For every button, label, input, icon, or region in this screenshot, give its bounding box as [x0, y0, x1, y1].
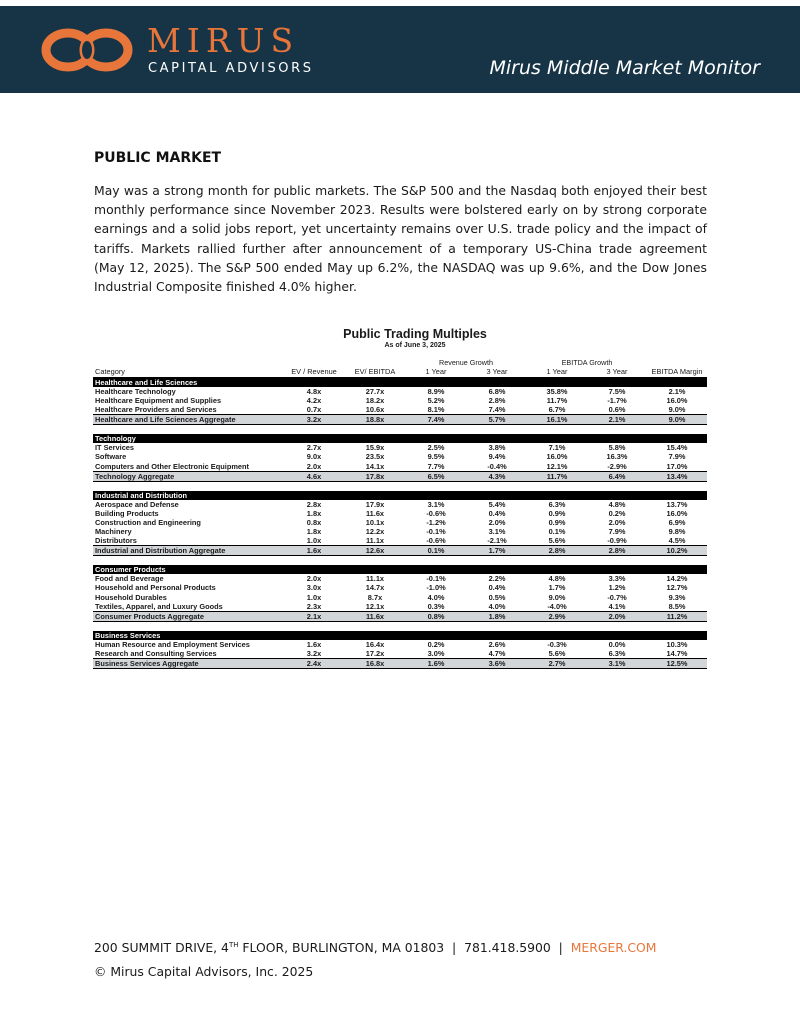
table-cell: 2.2% [488, 574, 506, 584]
table-body [93, 358, 707, 669]
table-cell: 3.3% [608, 574, 626, 584]
column-header: EBITDA Margin [647, 367, 707, 378]
table-row [93, 396, 707, 405]
address-text: 200 SUMMIT DRIVE, 4 [94, 940, 229, 955]
table-cell: 6.8% [488, 387, 506, 396]
table-cell: 2.0% [587, 611, 647, 621]
table-cell: 4.1% [608, 601, 626, 611]
table-cell: 2.1% [668, 387, 686, 396]
table-cell: 4.5% [668, 536, 686, 546]
table-cell: 9.0x [306, 452, 322, 462]
website-link[interactable]: MERGER.COM [570, 940, 657, 955]
sector-name: Healthcare and Life Sciences [93, 378, 707, 388]
table-cell: 6.5% [405, 471, 467, 481]
table-cell: 8.9% [427, 387, 445, 396]
table-cell: 2.6% [488, 639, 506, 649]
table-cell: 2.8x [306, 499, 322, 509]
table-cell: 7.9% [668, 452, 686, 462]
table-cell: 2.7x [306, 443, 322, 453]
aggregate-row [93, 611, 707, 621]
row-label: Healthcare Technology [95, 387, 176, 396]
table-cell: 0.3% [427, 601, 445, 611]
table-cell: -0.1% [426, 574, 446, 584]
table-cell: 2.8% [587, 546, 647, 556]
table-cell: 17.9x [365, 499, 385, 509]
table-cell: 10.6x [365, 405, 385, 415]
table-cell: 9.0% [668, 405, 686, 415]
table-cell: 9.3% [668, 592, 686, 602]
table-cell: 16.3% [606, 452, 628, 462]
table-cell: 2.0x [306, 574, 322, 584]
table-cell: 9.4% [488, 452, 506, 462]
table-cell: -1.7% [607, 396, 627, 406]
row-label: Healthcare Equipment and Supplies [95, 396, 222, 406]
spacer-row [93, 425, 707, 435]
aggregate-row [93, 658, 707, 668]
table-cell: 1.8x [306, 527, 322, 537]
table-cell: 9.0% [548, 592, 566, 602]
table-cell: 27.7x [365, 387, 385, 396]
table-cell: 5.6% [548, 648, 566, 658]
table-cell: 1.6% [405, 658, 467, 668]
address-text-rest: FLOOR, BURLINGTON, MA 01803 | 781.418.5900 | [238, 940, 571, 955]
table-cell: 7.4% [405, 415, 467, 425]
table-cell: 11.1x [365, 536, 385, 546]
table-cell: 6.9% [668, 517, 686, 527]
table-row [93, 518, 707, 527]
footer-address [94, 940, 657, 955]
table-cell: 0.1% [548, 527, 566, 537]
table-cell: 18.8x [345, 415, 405, 425]
table-cell: 0.4% [488, 583, 506, 593]
table-cell: 7.1% [548, 443, 566, 453]
aggregate-row [93, 471, 707, 481]
table-cell: 16.0% [546, 452, 568, 462]
table-cell: 0.1% [405, 546, 467, 556]
table-row [93, 593, 707, 602]
table-cell: 1.6x [283, 546, 345, 556]
table-cell: -1.2% [426, 517, 446, 527]
table-cell: 14.7% [666, 648, 688, 658]
table-cell: 18.2x [365, 396, 385, 406]
logo-wordmark: MIRUS [147, 21, 300, 60]
table-cell: -0.1% [426, 527, 446, 537]
trading-multiples-table [93, 358, 707, 669]
table-cell: 3.2x [306, 648, 322, 658]
table-cell: 12.2x [365, 527, 385, 537]
table-cell: 0.2% [608, 508, 626, 518]
sector-header-row [93, 631, 707, 640]
table-cell: 2.5% [427, 443, 445, 453]
table-cell: 35.8% [546, 387, 568, 396]
table-row [93, 452, 707, 461]
table-row [93, 583, 707, 592]
column-group-row [93, 358, 707, 367]
table-cell: 2.9% [527, 611, 587, 621]
row-label: Industrial and Distribution Aggregate [93, 546, 283, 556]
table-row [93, 405, 707, 415]
table-cell: 6.7% [548, 405, 566, 415]
table-cell: -1.0% [426, 583, 446, 593]
table-cell: 12.1x [365, 601, 385, 611]
table-cell: 0.4% [488, 508, 506, 518]
table-cell: 3.8% [488, 443, 506, 453]
header-bar [0, 6, 800, 93]
column-header: 1 Year [405, 367, 467, 378]
table-cell: 12.1% [546, 461, 568, 471]
table-cell: 5.8% [608, 443, 626, 453]
spacer-row [93, 621, 707, 631]
row-label: Household Durables [95, 592, 167, 602]
sector-name: Technology [93, 434, 707, 443]
table-row [93, 500, 707, 509]
table-cell: 3.0% [427, 648, 445, 658]
table-cell: 6.3% [548, 499, 566, 509]
table-cell: 1.2% [608, 583, 626, 593]
table-row [93, 536, 707, 546]
table-cell: -0.6% [426, 508, 446, 518]
row-label: Distributors [95, 536, 137, 546]
table-subtitle: As of June 3, 2025 [384, 342, 446, 349]
table-cell: 2.1% [587, 415, 647, 425]
table-cell: 10.3% [666, 639, 688, 649]
table-cell: 8.7x [367, 592, 383, 602]
table-cell: 4.0% [488, 601, 506, 611]
table-cell: 11.6x [345, 611, 405, 621]
table-cell: 4.8% [608, 499, 626, 509]
table-cell: 14.7x [365, 583, 385, 593]
table-cell: 9.0% [647, 415, 707, 425]
table-cell: 10.2% [647, 546, 707, 556]
row-label: Computers and Other Electronic Equipment [95, 461, 249, 471]
table-cell: 2.0% [488, 517, 506, 527]
column-header-row [93, 367, 707, 378]
table-cell: 3.1% [488, 527, 506, 537]
table-cell: 0.0% [608, 639, 626, 649]
table-cell: 2.4x [283, 658, 345, 668]
footer-copyright: © Mirus Capital Advisors, Inc. 2025 [94, 964, 314, 979]
table-cell: 17.2x [365, 648, 385, 658]
table-row [93, 602, 707, 612]
table-cell: 9.8% [668, 527, 686, 537]
address-ordinal: TH [228, 940, 239, 949]
table-cell: 1.7% [467, 546, 527, 556]
table-cell: 8.1% [427, 405, 445, 415]
table-cell: 11.7% [546, 396, 568, 406]
table-cell: -0.7% [607, 592, 627, 602]
table-cell: 7.4% [488, 405, 506, 415]
table-cell: 1.0x [306, 536, 322, 546]
table-cell: 17.0% [666, 461, 688, 471]
column-header: EV / Revenue [283, 367, 345, 378]
table-cell: 2.1x [283, 611, 345, 621]
table-cell: 16.1% [527, 415, 587, 425]
table-cell: 7.7% [427, 461, 445, 471]
table-row [93, 649, 707, 659]
table-cell: -4.0% [547, 601, 567, 611]
table-cell: 6.4% [587, 471, 647, 481]
table-cell: 0.8% [405, 611, 467, 621]
table-cell: -2.9% [607, 461, 627, 471]
table-cell: 14.1x [365, 461, 385, 471]
sector-name: Industrial and Distribution [93, 491, 707, 500]
table-row [93, 574, 707, 583]
row-label: Consumer Products Aggregate [93, 611, 283, 621]
table-cell: 12.6x [345, 546, 405, 556]
column-header: EV/ EBITDA [345, 367, 405, 378]
table-cell: 11.7% [527, 471, 587, 481]
row-label: Healthcare and Life Sciences Aggregate [93, 415, 283, 425]
table-cell: 12.7% [666, 583, 688, 593]
column-header: 1 Year [527, 367, 587, 378]
table-cell: 0.2% [427, 639, 445, 649]
table-cell: 3.0x [306, 583, 322, 593]
table-cell: 5.2% [427, 396, 445, 406]
table-cell: 7.5% [608, 387, 626, 396]
table-cell: 0.9% [548, 517, 566, 527]
row-label: IT Services [95, 443, 135, 453]
row-label: Human Resource and Employment Services [95, 639, 250, 649]
table-cell: 1.6x [306, 639, 322, 649]
sector-header-row [93, 565, 707, 574]
table-row [93, 462, 707, 472]
table-cell: 11.6x [365, 508, 385, 518]
table-cell: 3.2x [283, 415, 345, 425]
row-label: Research and Consulting Services [95, 648, 217, 658]
table-cell: 1.8% [467, 611, 527, 621]
sector-header-row [93, 434, 707, 443]
table-cell: 4.0% [427, 592, 445, 602]
table-cell: 0.9% [548, 508, 566, 518]
logo-subtitle: CAPITAL ADVISORS [148, 61, 314, 76]
table-row [93, 527, 707, 536]
table-cell: 12.5% [647, 658, 707, 668]
table-row [93, 509, 707, 518]
table-cell: 4.7% [488, 648, 506, 658]
row-label: Textiles, Apparel, and Luxury Goods [95, 601, 223, 611]
sector-name: Business Services [93, 631, 707, 640]
table-cell: 16.0% [666, 508, 688, 518]
table-cell: 5.7% [467, 415, 527, 425]
trading-multiples-table-block [93, 327, 707, 669]
table-cell: 3.1% [427, 499, 445, 509]
spacer-row [93, 556, 707, 566]
row-label: Business Services Aggregate [93, 658, 283, 668]
table-cell: 15.4% [666, 443, 688, 453]
table-cell: 8.5% [668, 601, 686, 611]
table-cell: 4.3% [467, 471, 527, 481]
section-body-paragraph: May was a strong month for public markets. The S&P 500 and the Nasdaq both enjoyed their best monthly performance since November 2023. Results were bolstered early on by strong corporate earnings and a solid jobs report, yet uncertainty remains over U.S. trade policy and the impact of tariffs. Markets rallied further after announcement of a temporary US-China trade agreement (May 12, 2025). The S&P 500 ended May up 6.2%, the NASDAQ was up 9.6%, and the Dow Jones Industrial Composite finished 4.0% higher. [94, 183, 707, 295]
table-cell: -0.6% [426, 536, 446, 546]
aggregate-row [93, 415, 707, 425]
column-header: Category [93, 367, 283, 378]
row-label: Technology Aggregate [93, 471, 283, 481]
table-cell: 0.8x [306, 517, 322, 527]
table-cell: 2.0% [608, 517, 626, 527]
publication-title: Mirus Middle Market Monitor [489, 57, 760, 79]
ebitda-growth-group-header: EBITDA Growth [561, 358, 613, 367]
row-label: Healthcare Providers and Services [95, 405, 217, 415]
table-cell: 4.2x [306, 396, 322, 406]
table-cell: 7.9% [608, 527, 626, 537]
table-cell: 5.4% [488, 499, 506, 509]
row-label: Machinery [95, 527, 132, 537]
row-label: Food and Beverage [95, 574, 164, 584]
row-label: Building Products [95, 508, 159, 518]
row-label: Aerospace and Defense [95, 499, 179, 509]
table-cell: 4.6x [283, 471, 345, 481]
table-row [93, 443, 707, 452]
table-cell: 2.0x [306, 461, 322, 471]
table-cell: 14.2% [666, 574, 688, 584]
aggregate-row [93, 546, 707, 556]
table-cell: -0.9% [607, 536, 627, 546]
table-cell: 16.8x [345, 658, 405, 668]
sector-name: Consumer Products [93, 565, 707, 574]
table-cell: 2.8% [488, 396, 506, 406]
table-cell: 0.6% [608, 405, 626, 415]
table-cell: 11.2% [647, 611, 707, 621]
table-cell: 1.8x [306, 508, 322, 518]
spacer-row [93, 481, 707, 491]
mirus-logo-icon [40, 26, 136, 74]
table-cell: 4.8x [306, 387, 322, 396]
sector-header-row [93, 378, 707, 388]
table-cell: 17.8x [345, 471, 405, 481]
column-header: 3 Year [587, 367, 647, 378]
table-cell: 1.0x [306, 592, 322, 602]
table-cell: 15.9x [365, 443, 385, 453]
sector-header-row [93, 491, 707, 500]
table-cell: -0.4% [487, 461, 507, 471]
table-cell: 13.7% [666, 499, 688, 509]
row-label: Household and Personal Products [95, 583, 216, 593]
table-cell: 0.7x [306, 405, 322, 415]
section-heading: PUBLIC MARKET [94, 150, 222, 166]
table-cell: 16.4x [365, 639, 385, 649]
table-cell: 2.8% [527, 546, 587, 556]
table-cell: 16.0% [666, 396, 688, 406]
table-cell: 6.3% [608, 648, 626, 658]
table-row [93, 640, 707, 649]
table-cell: 1.7% [548, 583, 566, 593]
table-cell: 2.7% [527, 658, 587, 668]
table-cell: 4.8% [548, 574, 566, 584]
row-label: Software [95, 452, 127, 462]
table-cell: 0.5% [488, 592, 506, 602]
column-header: 3 Year [467, 367, 527, 378]
row-label: Construction and Engineering [95, 517, 201, 527]
table-cell: 9.5% [427, 452, 445, 462]
table-cell: 13.4% [647, 471, 707, 481]
table-cell: 3.6% [467, 658, 527, 668]
table-cell: 3.1% [587, 658, 647, 668]
table-cell: 10.1x [365, 517, 385, 527]
revenue-growth-group-header: Revenue Growth [439, 358, 493, 367]
table-row [93, 387, 707, 396]
table-cell: 2.3x [306, 601, 322, 611]
table-cell: -0.3% [547, 639, 567, 649]
table-title: Public Trading Multiples [343, 327, 487, 341]
table-cell: 23.5x [365, 452, 385, 462]
table-cell: -2.1% [487, 536, 507, 546]
table-cell: 5.6% [548, 536, 566, 546]
table-cell: 11.1x [365, 574, 385, 584]
